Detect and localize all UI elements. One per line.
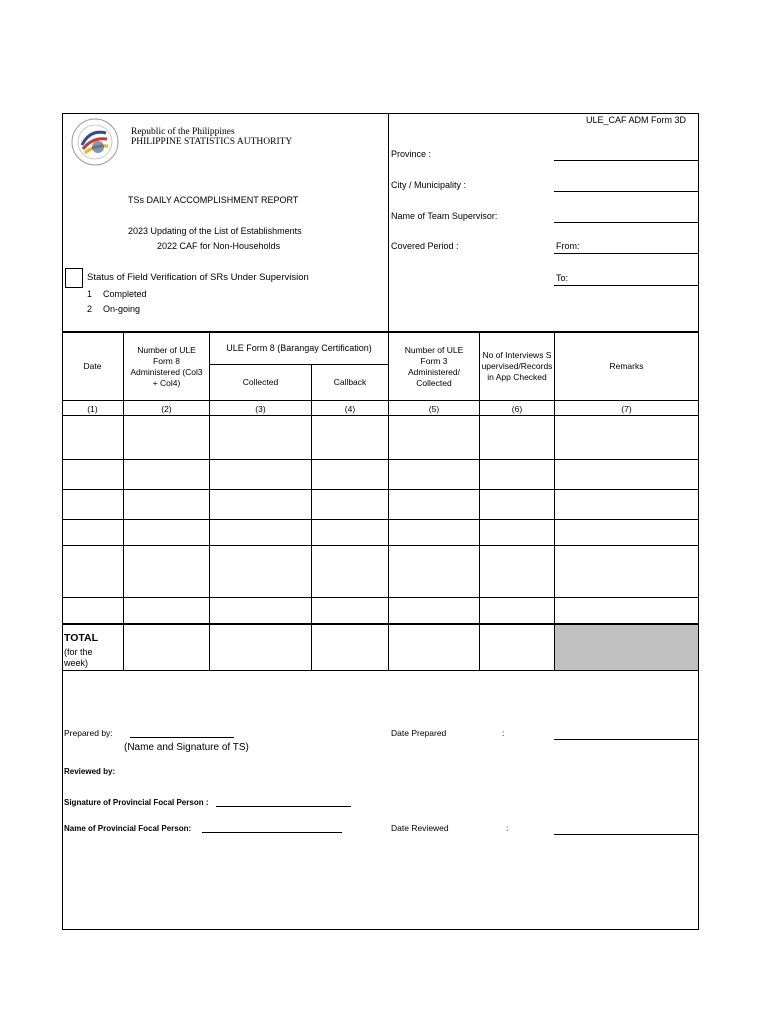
report-title: TSs DAILY ACCOMPLISHMENT REPORT: [128, 195, 299, 205]
name-focal-field[interactable]: [202, 832, 342, 833]
city-field[interactable]: [554, 191, 698, 192]
signature-focal-field[interactable]: [216, 806, 351, 807]
status-checkbox[interactable]: [65, 268, 83, 288]
prepared-by-field[interactable]: [130, 737, 234, 738]
col-number: (3): [255, 404, 266, 414]
subtitle-2: 2022 CAF for Non-Households: [157, 241, 281, 251]
status-label: Status of Field Verification of SRs Under Supervision: [87, 272, 309, 283]
table-rule: [62, 489, 699, 490]
republic-text: Republic of the Philippines: [131, 127, 235, 137]
total-remarks-cell: [555, 625, 698, 670]
table-rule: [62, 519, 699, 520]
status-opt2-num: 2: [87, 304, 93, 314]
table-rule: [62, 545, 699, 546]
date-reviewed-label: Date Reviewed: [391, 823, 449, 833]
col4-header: Callback: [333, 377, 367, 387]
table-rule: [62, 670, 699, 671]
agency-name: PHILIPPINE STATISTICS AUTHORITY: [131, 137, 293, 147]
status-opt1-label: Completed: [103, 289, 147, 299]
date-prepared-colon: :: [502, 728, 505, 738]
covered-period-label: Covered Period :: [391, 241, 459, 251]
supervisor-label: Name of Team Supervisor:: [391, 211, 498, 221]
status-opt1-num: 1: [87, 289, 93, 299]
city-label: City / Municipality :: [391, 180, 467, 190]
subtitle-1: 2023 Updating of the List of Establishments: [128, 226, 302, 236]
to-field[interactable]: [554, 285, 698, 286]
status-opt2-label: On-going: [103, 304, 141, 314]
col-number: (1): [87, 404, 98, 414]
total-sub-2: week): [64, 658, 89, 668]
table-rule: [62, 415, 699, 416]
table-rule: [62, 597, 699, 598]
col6-header: No of Interviews Supervised/Records in App Checked: [481, 350, 553, 382]
date-prepared-label: Date Prepared: [391, 728, 447, 738]
name-focal-label: Name of Provincial Focal Person:: [64, 824, 192, 833]
col-number: (7): [621, 404, 632, 414]
table-rule: [62, 400, 699, 401]
from-label: From:: [556, 241, 580, 251]
col2-header: Number of ULE Form 8 Administered (Col3 + Col4): [130, 344, 203, 388]
col-number: (2): [161, 404, 172, 414]
col-number: (6): [511, 404, 523, 414]
to-label: To:: [556, 273, 569, 283]
col-date-header: Date: [83, 361, 102, 371]
date-reviewed-colon: :: [506, 823, 509, 833]
prepared-by-label: Prepared by:: [64, 728, 113, 738]
total-sub-1: (for the: [64, 647, 93, 657]
from-field[interactable]: [554, 253, 698, 254]
province-label: Province :: [391, 149, 432, 159]
col3-header: Collected: [242, 377, 279, 387]
psa-logo: [70, 117, 120, 167]
date-prepared-field[interactable]: [554, 739, 698, 740]
province-field[interactable]: [554, 160, 698, 161]
col-number: (5): [428, 404, 440, 414]
table-rule: [62, 459, 699, 460]
total-label: TOTAL: [64, 632, 99, 644]
form-code: ULE_CAF ADM Form 3D: [586, 115, 687, 125]
reviewed-by-label: Reviewed by:: [64, 767, 116, 776]
col-group-header: ULE Form 8 (Barangay Certification): [226, 342, 372, 353]
signature-focal-label: Signature of Provincial Focal Person :: [64, 798, 209, 807]
col-number: (4): [344, 404, 356, 414]
col5-header: Number of ULE Form 3 Administered/ Collected: [404, 344, 464, 388]
supervisor-field[interactable]: [554, 222, 698, 223]
col7-header: Remarks: [609, 361, 644, 371]
date-reviewed-field[interactable]: [554, 834, 698, 835]
name-signature-ts-label: (Name and Signature of TS): [124, 742, 249, 753]
header-divider: [388, 113, 389, 332]
